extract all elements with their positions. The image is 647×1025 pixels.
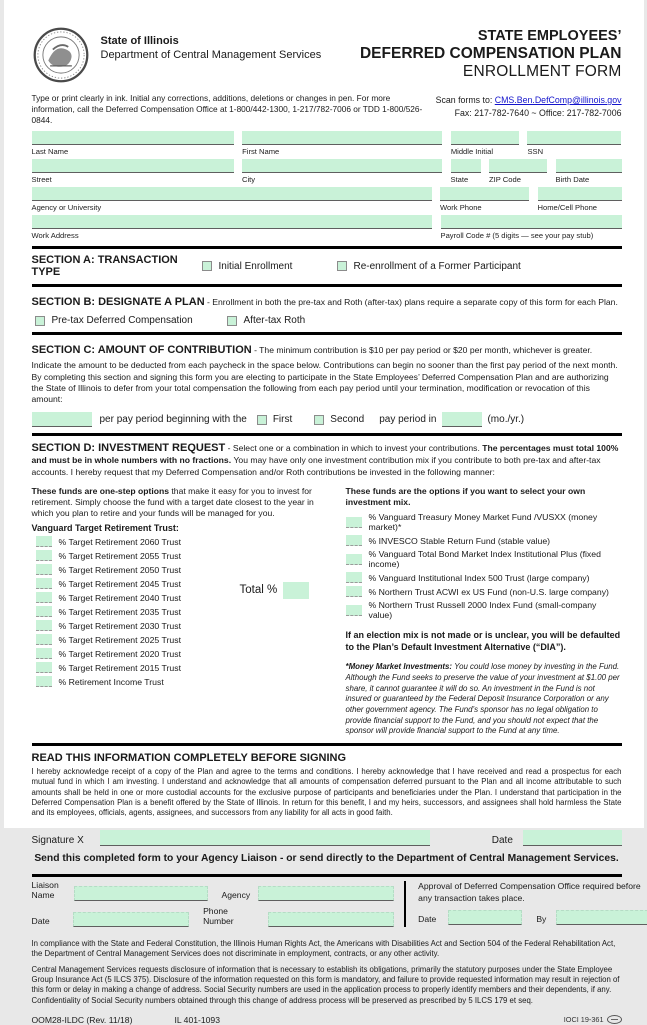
enrollment-form-page	[4, 0, 644, 1025]
percent-input[interactable]	[36, 578, 52, 589]
fund-label: % Target Retirement 2035 Trust	[58, 606, 181, 617]
home-phone-input[interactable]	[538, 187, 622, 201]
liaison-name-input[interactable]	[74, 886, 208, 901]
percent-input[interactable]	[36, 620, 52, 631]
first-label: First	[272, 414, 293, 426]
contact-block	[436, 93, 622, 125]
read-before-signing-section	[32, 746, 622, 874]
liaison-fields	[32, 881, 405, 927]
fund-label: % Vanguard Treasury Money Market Fund /VUSXX (money market)*	[368, 512, 598, 533]
pretax-label: Pre-tax Deferred Compensation	[51, 315, 193, 327]
fund-label: % Northern Trust ACWI ex US Fund (non-U.S. large company)	[368, 586, 609, 597]
org-name: State of Illinois	[100, 35, 179, 47]
middle-initial-input[interactable]	[451, 131, 519, 145]
approval-text: Approval of Deferred Compensation Office required before any transaction takes place.	[418, 881, 641, 903]
fund-label: % Target Retirement 2050 Trust	[58, 564, 181, 575]
target-fund-list	[32, 536, 328, 687]
fax-office-line: Fax: 217-782-7640 ~ Office: 217-782-7006	[454, 107, 622, 118]
state-label: State	[450, 175, 469, 185]
pretax-checkbox[interactable]	[35, 316, 45, 326]
liaison-phone-label: Phone Number	[203, 906, 234, 927]
pay-period-in-text: pay period in	[379, 414, 437, 426]
fund-label: % Target Retirement 2015 Trust	[58, 662, 181, 673]
fund-label: % Target Retirement 2025 Trust	[58, 634, 181, 645]
re-enrollment-checkbox[interactable]	[337, 261, 347, 271]
signature-input[interactable]	[100, 830, 430, 846]
fund-label: % Target Retirement 2055 Trust	[58, 550, 181, 561]
section-d-heading: SECTION D: INVESTMENT REQUEST	[31, 442, 226, 455]
approval-date-label: Date	[418, 913, 437, 924]
percent-input[interactable]	[346, 554, 362, 565]
default-investment-notice: If an election mix is not made or is unclear, you will be defaulted to the Plan’s Default Investment Alternative (“DIA”).	[345, 630, 621, 653]
percent-input[interactable]	[36, 648, 52, 659]
scan-forms-label: Scan forms to:	[435, 95, 495, 105]
agency-label: Agency or University	[31, 203, 102, 213]
agency-input[interactable]	[32, 187, 432, 201]
fund-row	[36, 648, 328, 659]
zip-input[interactable]	[489, 159, 547, 173]
form-title	[360, 26, 622, 82]
street-input[interactable]	[32, 159, 234, 173]
section-c-body: Indicate the amount to be deducted from each paycheck in the space below. Contributions can begin no sooner than the first pay period of the next month. By completing this section and signing this form you are electing to participate in the State Employees’ Deferred Compensation Plan and are authorizing the State of Illinois to defer from your total compensation the following from each pay period until your termination, modification or revocation of this amount:	[31, 360, 618, 404]
section-d	[32, 436, 622, 743]
section-d-desc-1: - Select one or a combination in which to invest your contributions.	[225, 443, 483, 454]
ssn-input[interactable]	[527, 131, 621, 145]
first-name-input[interactable]	[242, 131, 442, 145]
percent-input[interactable]	[346, 586, 362, 597]
initial-enrollment-label: Initial Enrollment	[218, 260, 293, 272]
approval-by-input[interactable]	[556, 910, 647, 925]
work-address-label: Work Address	[31, 231, 79, 241]
signature-date-label: Date	[491, 835, 513, 847]
work-address-input[interactable]	[32, 215, 432, 229]
initial-enrollment-checkbox[interactable]	[202, 261, 212, 271]
footer-codes	[32, 1015, 622, 1025]
right-intro-bold: These funds are the options if you want to select your own investment mix.	[345, 485, 586, 507]
left-intro-bold: These funds are one-step options	[31, 485, 170, 496]
fund-label: % Vanguard Total Bond Market Index Institutional Plus (fixed income)	[368, 549, 601, 570]
section-c	[32, 335, 622, 433]
mix-fund-list	[346, 512, 622, 620]
section-a-heading: SECTION A: TRANSACTION TYPE	[31, 254, 178, 279]
fund-row	[36, 662, 328, 673]
home-phone-label: Home/Cell Phone	[537, 203, 598, 213]
personal-info-grid	[32, 131, 622, 240]
section-b-heading: SECTION B: DESIGNATE A PLAN	[31, 296, 205, 309]
percent-input[interactable]	[36, 676, 52, 687]
percent-input[interactable]	[36, 536, 52, 547]
payroll-code-label: Payroll Code # (5 digits — see your pay stub)	[440, 231, 594, 241]
liaison-agency-label: Agency	[221, 890, 251, 901]
section-a	[32, 249, 622, 284]
fund-row	[36, 634, 328, 645]
section-d-desc-bold: The percentages must total 100% and must be in whole numbers with no fractions.	[31, 443, 619, 466]
title-line-1: STATE EMPLOYEES’	[477, 28, 622, 44]
fund-label: % Target Retirement 2045 Trust	[58, 578, 181, 589]
form-header	[32, 26, 622, 89]
scan-email-link[interactable]: CMS.Ben.DefComp@illinois.gov	[494, 95, 622, 105]
re-enrollment-label: Re-enrollment of a Former Participant	[353, 260, 521, 272]
money-market-note-text: You could lose money by investing in the Fund. Although the Fund seeks to preserve the value of your investment at $1.00 per share, it cannot guarantee it will do so. An investment in the Fund is not insured or guaranteed by the Federal Deposit Insurance Corporation or any other government agency. The Fund’s sponsor has no legal obligation to provide financial support to the Fund, and you should not expect that the sponsor will provide financial support to the Fund at any time.	[345, 662, 620, 736]
fund-label: % INVESCO Stable Return Fund (stable value)	[368, 535, 551, 546]
fund-label: % Target Retirement 2060 Trust	[58, 536, 181, 547]
percent-input[interactable]	[36, 634, 52, 645]
second-pay-period-checkbox[interactable]	[314, 415, 324, 425]
fund-row	[36, 564, 328, 575]
liaison-date-input[interactable]	[73, 912, 189, 927]
fund-row	[346, 572, 622, 583]
ioci-code: IOCI 19-361	[563, 1015, 604, 1025]
percent-input[interactable]	[346, 517, 362, 528]
work-phone-input[interactable]	[440, 187, 529, 201]
birth-date-label: Birth Date	[555, 175, 590, 185]
read-heading: READ THIS INFORMATION COMPLETELY BEFORE SIGNING	[31, 752, 347, 764]
left-intro-rest: that make it easy for you to invest for retirement. Simply choose the fund with a target date closest to the year in which you plan to retire and your funds will be managed for you.	[31, 485, 314, 519]
last-name-label: Last Name	[31, 147, 69, 157]
fund-row	[36, 550, 328, 561]
work-phone-label: Work Phone	[440, 203, 482, 213]
section-b	[32, 287, 622, 332]
illinois-state-seal-icon	[32, 26, 90, 89]
street-label: Street	[31, 175, 52, 185]
acknowledgement-text: I hereby acknowledge receipt of a copy of the Plan and agree to the terms and conditions. I hereby acknowledge that I have received and read a prospectus for each mutual fund in which I am investing. I understand and acknowledge that all amounts of compensation deferred pursuant to the Plan and all income attributable to such amounts shall be held in one or more custodial accounts for the exclusive purpose of participants and beneficiaries under the Plan. I understand that participation in the Deferred Compensation Plan is a benefit offered by the State of Illinois. In return for this benefit, I and my heirs, successors, and assignees shall hold harmless the State and its employees, officials, agents, assignees, and successors from any liability for all acts in good faith.	[31, 767, 622, 818]
title-line-2: DEFERRED COMPENSATION PLAN	[359, 45, 622, 63]
section-d-desc-2: You may have only one investment contribution mix if you contribute to both pre-tax and after-tax accounts. I hereby request that my Deferred Compensation and/or Roth contributions be invested in the following manner:	[31, 455, 601, 477]
total-percent-input[interactable]	[283, 582, 309, 599]
compliance-paragraph-1: In compliance with the State and Federal Constitution, the Illinois Human Rights Act, the Americans with Disabilities Act and Section 504 of the Federal Rehabilitation Act, the Department of Central Management Services does not discriminate in employment, contracts, or any other activity.	[31, 938, 616, 959]
send-instruction: Send this completed form to your Agency Liaison - or send directly to the Department of Central Management Services.	[34, 853, 619, 865]
percent-input[interactable]	[36, 606, 52, 617]
roth-checkbox[interactable]	[227, 316, 237, 326]
percent-input[interactable]	[36, 592, 52, 603]
fund-row	[36, 676, 328, 687]
percent-input[interactable]	[346, 605, 362, 616]
ssn-label: SSN	[527, 147, 544, 157]
mix-funds-column	[346, 486, 622, 737]
liaison-approval-block	[31, 877, 641, 933]
percent-input[interactable]	[36, 662, 52, 673]
amount-input[interactable]	[32, 412, 92, 427]
section-c-desc: - The minimum contribution is $10 per pay period or $20 per month, whichever is greater.	[251, 345, 593, 356]
section-b-desc: - Enrollment in both the pre-tax and Roth (after-tax) plans require a separate copy of this form for each Plan.	[204, 297, 618, 308]
percent-input[interactable]	[346, 535, 362, 546]
month-year-input[interactable]	[442, 412, 482, 427]
fund-row	[346, 600, 622, 620]
fund-row	[36, 606, 328, 617]
fund-row	[36, 620, 328, 631]
fund-row	[36, 536, 328, 547]
zip-label: ZIP Code	[489, 175, 521, 185]
second-label: Second	[330, 414, 365, 426]
state-input[interactable]	[451, 159, 481, 173]
approval-by-label: By	[536, 913, 547, 924]
vanguard-list-title: Vanguard Target Retirement Trust:	[31, 523, 179, 534]
form-code: OOM28-ILDC (Rev. 11/18)	[31, 1014, 133, 1025]
first-name-label: First Name	[242, 147, 280, 157]
liaison-name-label: Liaison Name	[31, 880, 59, 901]
fund-label: % Vanguard Institutional Index 500 Trust (large company)	[368, 572, 590, 583]
city-label: City	[242, 175, 256, 185]
mo-yr-text: (mo./yr.)	[487, 414, 525, 426]
birth-date-input[interactable]	[556, 159, 622, 173]
total-percent-label: Total %	[239, 584, 278, 597]
liaison-phone-input[interactable]	[268, 912, 394, 927]
org-department: Department of Central Management Services	[100, 49, 322, 61]
fund-row	[346, 549, 622, 569]
fund-label: % Target Retirement 2020 Trust	[58, 648, 181, 659]
signature-label: Signature X	[31, 835, 84, 847]
last-name-input[interactable]	[32, 131, 234, 145]
section-c-heading: SECTION C: AMOUNT OF CONTRIBUTION	[31, 344, 252, 357]
fund-label: % Target Retirement 2030 Trust	[58, 620, 181, 631]
title-line-3: ENROLLMENT FORM	[462, 63, 622, 81]
liaison-date-label: Date	[31, 916, 50, 927]
per-pay-period-text: per pay period beginning with the	[99, 414, 247, 426]
fund-row	[346, 512, 622, 532]
fund-row	[346, 586, 622, 597]
compliance-paragraph-2: Central Management Services requests disclosure of information that is necessary to establish its obligations, primarily the statutory purposes under the State Employee Group Insurance Act (5 ILCS 375). Disclosure of the information requested on this form is mandatory, and failure to provide requested information may result in rejection of this form or delay in making a change of address. Social Security numbers are used in the application process to properly identify members and their dependents, if any. Confidentiality of Social Security numbers obtained through this change of address process will be preserved as prescribed by 5 ILCS 179 et seq.	[31, 965, 620, 1005]
fund-label: % Retirement Income Trust	[58, 676, 164, 687]
fund-label: % Northern Trust Russell 2000 Index Fund (small-company value)	[368, 600, 597, 621]
fund-row	[346, 535, 622, 546]
fund-label: % Target Retirement 2040 Trust	[58, 592, 181, 603]
city-input[interactable]	[242, 159, 442, 173]
percent-input[interactable]	[36, 564, 52, 575]
approval-date-input[interactable]	[448, 910, 522, 925]
union-bug-icon	[607, 1015, 622, 1024]
approval-fields	[404, 881, 647, 927]
roth-label: After-tax Roth	[243, 315, 306, 327]
percent-input[interactable]	[36, 550, 52, 561]
signature-date-input[interactable]	[523, 830, 622, 846]
form-code-2: IL 401-1093	[174, 1014, 220, 1025]
liaison-agency-input[interactable]	[258, 886, 394, 901]
money-market-note-bold: *Money Market Investments:	[345, 662, 455, 672]
target-funds-column	[32, 486, 328, 737]
fill-instructions: Type or print clearly in ink. Initial any corrections, additions, deletions or changes in pen. For more information, call the Deferred Compensation Office at 1-800/442-1300, 1-217/782-7006 or TDD 1-800/526-0844.	[31, 93, 423, 125]
first-pay-period-checkbox[interactable]	[257, 415, 267, 425]
middle-initial-label: Middle Initial	[450, 147, 494, 157]
payroll-code-input[interactable]	[441, 215, 622, 229]
percent-input[interactable]	[346, 572, 362, 583]
